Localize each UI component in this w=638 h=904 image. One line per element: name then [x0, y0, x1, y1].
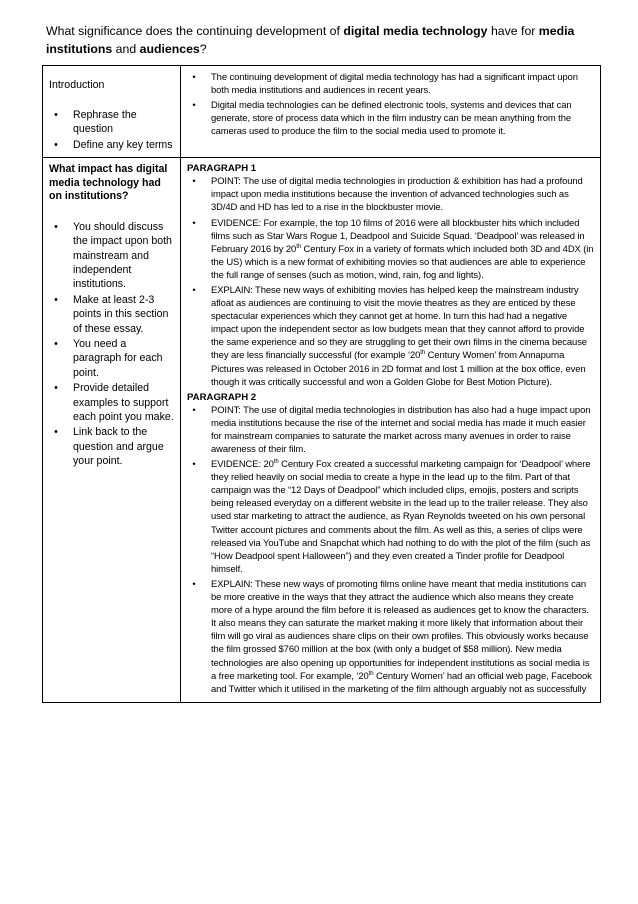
bullet-icon: • — [192, 459, 196, 471]
bullet-icon: • — [192, 578, 196, 590]
bullet-icon: • — [192, 404, 196, 416]
bullet-icon: • — [54, 337, 58, 350]
question-text-1: What significance does the continuing development of — [46, 24, 344, 38]
institutions-guidance-list — [49, 220, 176, 469]
list-item: • The continuing development of digital media technology has had a significant impact upon both media institutions and audiences in recent years. — [187, 71, 596, 97]
list-item: • You need a paragraph for each point. — [49, 337, 176, 380]
list-item: • EXPLAIN: These new ways of exhibiting movies has helped keep the mainstream industry afloat as audiences are continuing to visit the movie theatres as they are enticed by these spectacular experiences which they cannot get at home. In turn this had had a negative impact upon the independent sector as low budgets mean that they cannot afford to provide the same experience and so they are struggling to get their own films in the cinema because they are less financially successful (for example ‘20th Century Women’ from Annapurna Pictures was released in October 2016 in 2D format and lost 1 million at the box office, even though it was critically successful and won a Golden Globe for Best Motion Picture). — [187, 284, 596, 389]
question-keyword-audiences: audiences — [139, 42, 200, 56]
list-item: • You should discuss the impact upon both mainstream and independent institutions. — [49, 220, 176, 292]
question-text-3: and — [112, 42, 140, 56]
bullet-icon: • — [192, 100, 196, 112]
essay-plan-table — [42, 65, 601, 703]
bullet-icon: • — [54, 109, 58, 121]
bullet-icon: • — [192, 72, 196, 83]
list-item: • POINT: The use of digital media technologies in distribution has also had a huge impact upon media institutions because the rise of the internet and social media has made it much easier for mainstream companies to saturate the market across many avenues in order to raise awareness of their film. — [187, 404, 596, 456]
list-item: • EVIDENCE: 20th Century Fox created a successful marketing campaign for ‘Deadpool’ where they relied heavily on social media to create a hype in the lead up to the film. Part of that campaign was the “12 Days of Deadpool” which included clips, emojis, posters and scripts being released everyday on a different website in the lead up to the trailer release. They also used star marketing to attract the audience, as Ryan Reynolds tweeted on his own personal Twitter account pictures and comments about the film. As well as this, a series of clips were released via YouTube and Snapchat which had nothing to do with the plot of the film (such as “How Deadpool spent Halloween”) and they even created a Tinder profile for Deadpool himself. — [187, 458, 596, 576]
institutions-title: What impact has digital media technology had on institutions? — [49, 163, 168, 203]
intro-row — [43, 66, 601, 158]
intro-points-list — [187, 71, 596, 138]
institutions-row — [43, 158, 601, 703]
list-item: • Provide detailed examples to support each point you make. — [49, 381, 176, 424]
question-keyword-digital-media-technology: digital media technology — [343, 24, 488, 38]
bullet-icon: • — [54, 293, 58, 306]
list-item: • Rephrase the question — [49, 108, 176, 137]
institutions-content-cell — [181, 158, 601, 703]
bullet-icon: • — [54, 138, 58, 151]
question-text-4: ? — [199, 42, 207, 56]
paragraph-2-heading: PARAGRAPH 2 — [187, 391, 257, 403]
institutions-guidance-cell — [43, 158, 181, 703]
list-item: • Make at least 2-3 points in this section of these essay. — [49, 293, 176, 336]
intro-title: Introduction — [49, 79, 105, 91]
bullet-icon: • — [192, 217, 196, 229]
list-item: • Define any key terms — [49, 138, 176, 152]
paragraph-2-list — [187, 404, 596, 696]
bullet-icon: • — [54, 220, 58, 233]
intro-content-cell — [181, 66, 601, 158]
bullet-icon: • — [54, 426, 58, 439]
bullet-icon: • — [192, 284, 196, 296]
paragraph-1-heading: PARAGRAPH 1 — [187, 163, 257, 175]
list-item: • EXPLAIN: These new ways of promoting films online have meant that media institutions can be more creative in the ways that they attract the audience which also means they create more of a hype around the film before it is released as audiences get to know the characters. It also means they can saturate the market making it more likely that information about their film will go viral as audiences share clips on their own profiles. This obviously works because the film grossed $760 million at the box (with only a budget of $58 million). New media technologies are also opening up opportunities for independent institutions as social media is a free marketing tool. For example, ‘20th Century Women’ had an official web page, Facebook and Twitter which it utilised in the marketing of the film although arguably not as successfully — [187, 578, 596, 696]
question-text-2: have for — [487, 24, 539, 38]
list-item: • POINT: The use of digital media technologies in production & exhibition has had a profound impact upon media institutions because the invention of advanced technologies such as 3D/4D and HD has led to a rise in the blockbuster movie. — [187, 175, 596, 214]
bullet-icon: • — [54, 382, 58, 395]
list-item: • EVIDENCE: For example, the top 10 films of 2016 were all blockbuster hits which included films such as Star Wars Rogue 1, Deadpool and Suicide Squad. ‘Deadpool’ was released in February 2016 by 20th Century Fox in a variety of formats which included both 3D and 4DX (in the US) which is a new format of exhibiting movies so that audiences are able to experience the full range of senses (such as motion, wind, rain, fog and lights). — [187, 217, 596, 282]
essay-question — [46, 22, 586, 58]
list-item: • Digital media technologies can be defined electronic tools, systems and devices that can generate, store of process data which in the film industry can be mean anything from the cameras used to produce the film to the social media used to promote it. — [187, 99, 596, 138]
bullet-icon: • — [192, 176, 196, 188]
intro-guidance-cell — [43, 66, 181, 158]
question-keyword-media-institutions: media institutions — [46, 24, 575, 56]
paragraph-1-list — [187, 175, 596, 389]
list-item: • Link back to the question and argue your point. — [49, 425, 176, 468]
intro-guidance-list — [49, 108, 176, 152]
